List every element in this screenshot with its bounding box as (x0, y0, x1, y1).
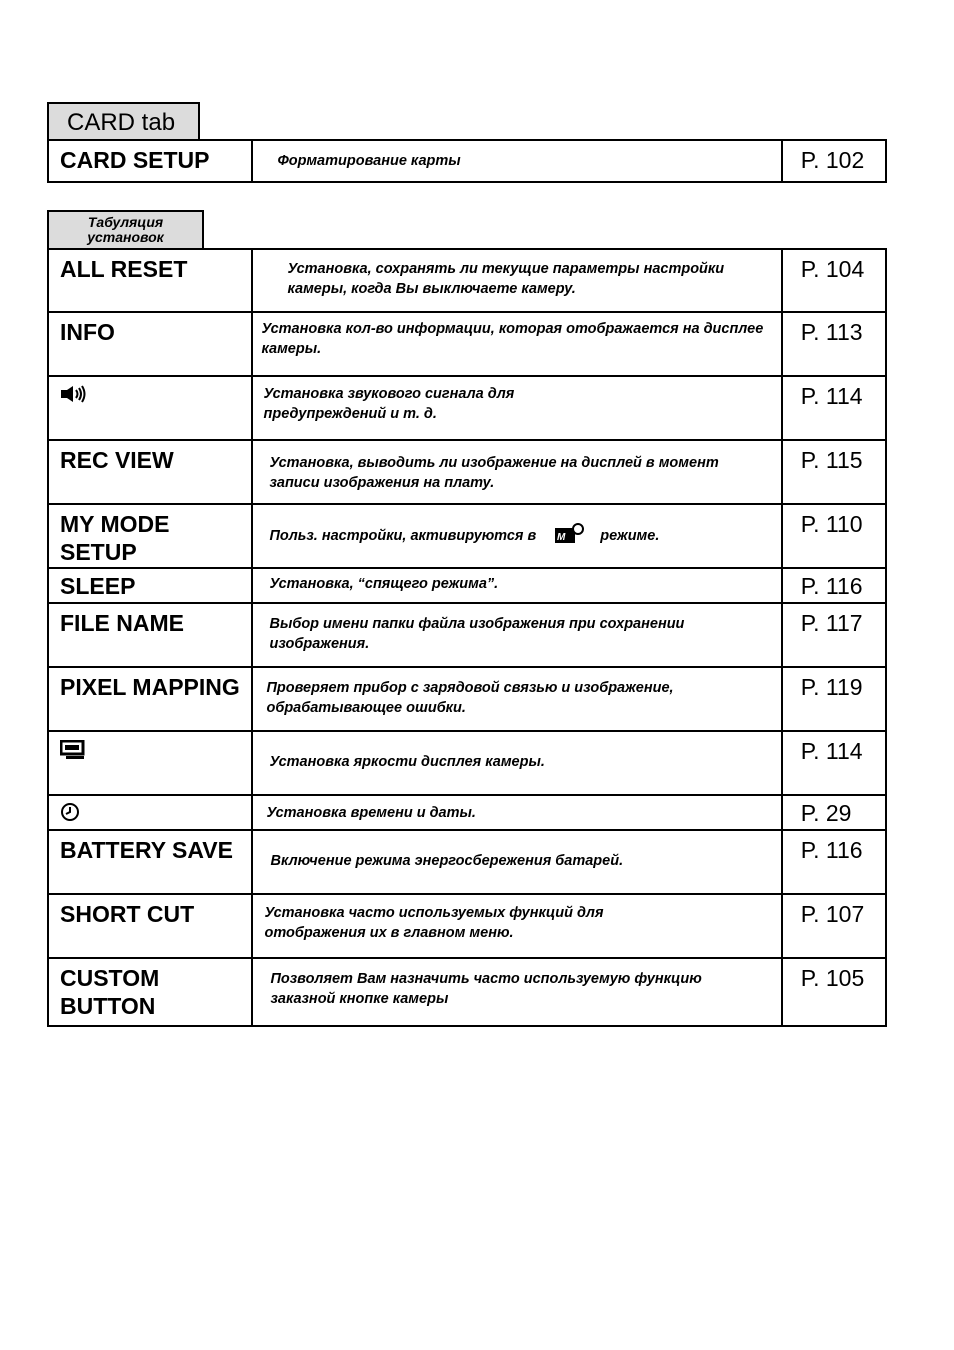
page-reference: P. 110 (782, 504, 886, 568)
page-reference: P. 117 (782, 603, 886, 667)
menu-name: SHORT CUT (48, 894, 252, 958)
table-row (48, 376, 886, 440)
page-reference: P. 119 (782, 667, 886, 731)
menu-description: Установка, выводить ли изображение на дисплей в момент записи изображения на плату. (252, 440, 781, 504)
speaker-icon (60, 385, 86, 403)
setup-tab-label-line1: Табуляция (87, 214, 164, 230)
setup-tab-table (47, 248, 887, 1027)
table-row (48, 440, 886, 504)
menu-name: SLEEP (48, 568, 252, 603)
menu-description: Установка яркости дисплея камеры. (252, 731, 781, 795)
setup-tab-label (47, 210, 204, 248)
page-reference: P. 115 (782, 440, 886, 504)
clock-icon (60, 802, 82, 824)
menu-name (48, 795, 252, 830)
menu-name: INFO (48, 312, 252, 376)
table-row (48, 603, 886, 667)
table-row (48, 140, 886, 182)
menu-name (48, 731, 252, 795)
menu-description: Установка, “спящего режима”. (252, 568, 781, 603)
menu-description-text: Установка звукового сигнала для предупреждений и т. д. (263, 386, 515, 422)
menu-name: FILE NAME (48, 603, 252, 667)
menu-description: Установка часто используемых функций для отображения их в главном меню. (252, 894, 781, 958)
menu-description (252, 504, 781, 568)
menu-name: BATTERY SAVE (48, 830, 252, 894)
table-row (48, 958, 886, 1026)
page-reference: P. 116 (782, 568, 886, 603)
svg-text:M: M (557, 532, 566, 543)
menu-name: REC VIEW (48, 440, 252, 504)
menu-description: Установка кол-во информации, которая отображается на дисплее камеры. (252, 312, 781, 376)
menu-description: Позволяет Вам назначить часто используемую функцию заказной кнопке камеры (252, 958, 781, 1026)
card-tab-label: CARD tab (47, 102, 200, 140)
menu-description: Проверяет прибор с зарядовой связью и изображение, обрабатывающее ошибки. (252, 667, 781, 731)
page-reference: P. 114 (782, 376, 886, 440)
page-reference: P. 102 (782, 140, 886, 182)
page-reference: P. 116 (782, 830, 886, 894)
page-reference: P. 29 (782, 795, 886, 830)
menu-description: Включение режима энергосбережения батарей. (252, 830, 781, 894)
page-reference: P. 105 (782, 958, 886, 1026)
menu-name: ALL RESET (48, 249, 252, 312)
table-row (48, 249, 886, 312)
menu-name: PIXEL MAPPING (48, 667, 252, 731)
monitor-icon (60, 740, 86, 760)
card-tab-table (47, 139, 887, 183)
menu-description: Выбор имени папки файла изображения при сохранении изображения. (252, 603, 781, 667)
menu-description-text: режиме. (600, 528, 660, 544)
menu-description: Установка времени и даты. (252, 795, 781, 830)
my-mode-icon (554, 523, 584, 545)
table-row (48, 731, 886, 795)
setup-tab-label-line2: установок (87, 229, 164, 245)
menu-name: CUSTOM BUTTON (48, 958, 252, 1026)
menu-description: Форматирование карты (252, 140, 781, 182)
menu-name: CARD SETUP (48, 140, 252, 182)
table-row (48, 894, 886, 958)
table-row (48, 312, 886, 376)
table-row (48, 830, 886, 894)
page-reference: P. 113 (782, 312, 886, 376)
table-row (48, 504, 886, 568)
table-row (48, 795, 886, 830)
menu-name: MY MODE SETUP (48, 504, 252, 568)
page-reference: P. 114 (782, 731, 886, 795)
page-reference: P. 107 (782, 894, 886, 958)
table-row (48, 667, 886, 731)
page-reference: P. 104 (782, 249, 886, 312)
menu-name (48, 376, 252, 440)
table-row (48, 568, 886, 603)
menu-description-text: Польз. настройки, активируются в (269, 528, 537, 544)
menu-description (252, 376, 781, 440)
menu-description: Установка, сохранять ли текущие параметры настройки камеры, когда Вы выключаете камеру. (252, 249, 781, 312)
